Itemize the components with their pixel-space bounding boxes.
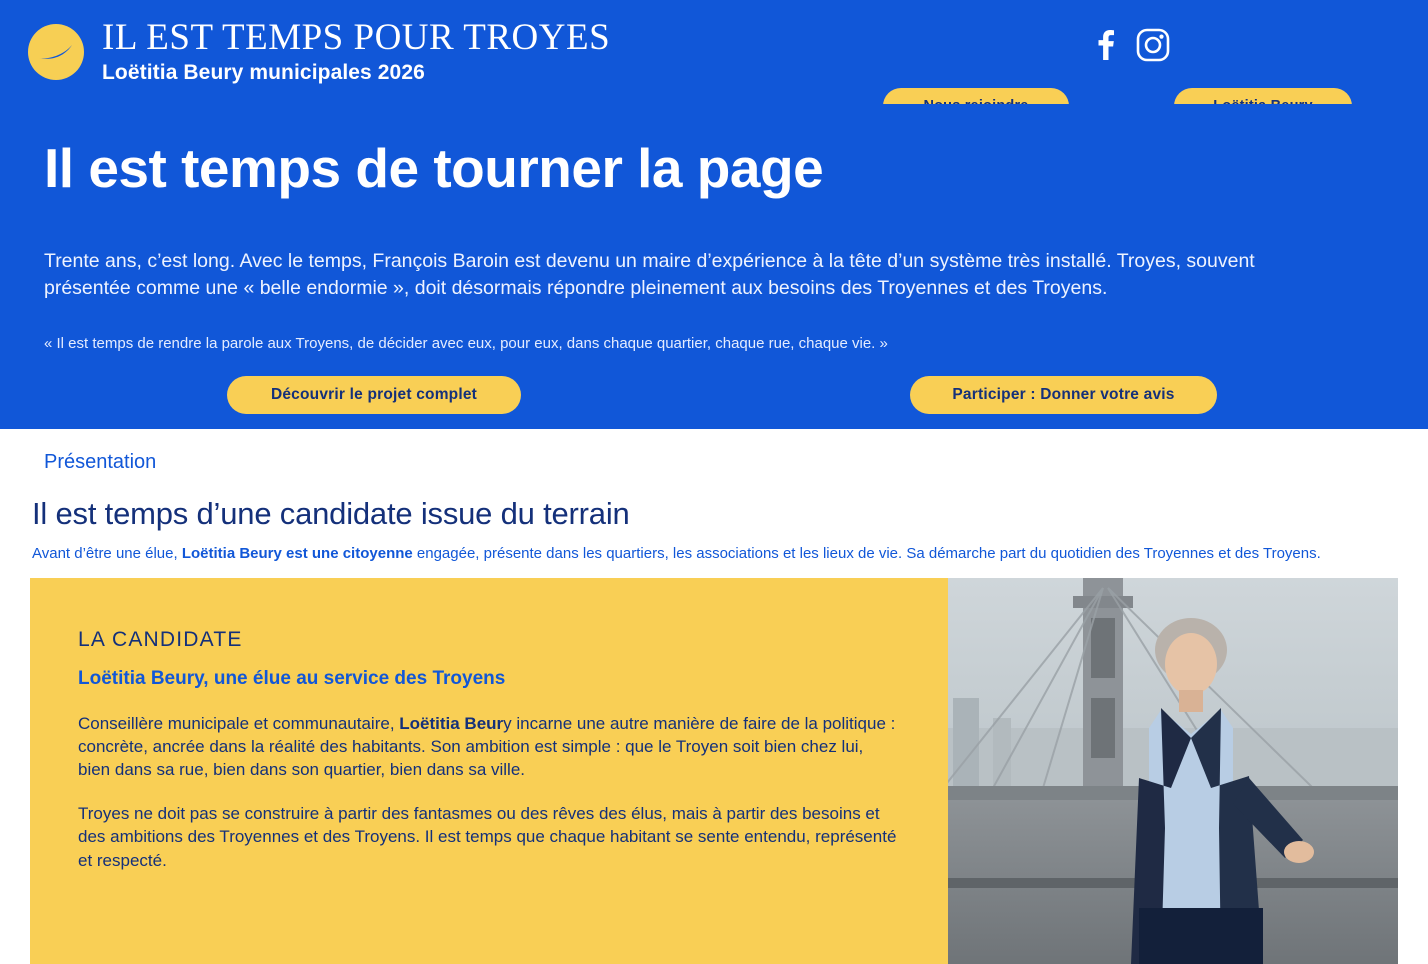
presentation-eyebrow: Présentation: [44, 451, 157, 473]
hero-title: Il est temps de tourner la page: [44, 137, 824, 199]
instagram-glyph-icon: [1136, 28, 1170, 62]
hero-quote: « Il est temps de rendre la parole aux Troyens, de décider avec eux, pour eux, dans chaque quartier, chaque rue, chaque vie. »: [44, 335, 888, 353]
participer-avis-button[interactable]: Participer : Donner votre avis: [910, 376, 1217, 414]
candidate-photo: [948, 578, 1398, 964]
site-title: IL EST TEMPS POUR TROYES: [102, 16, 611, 58]
presentation-intro-bold: Loëtitia Beury est une citoyenne: [181, 545, 413, 562]
candidate-para1-part2: y incarne une autre manière de faire de la politique : concrète, ancrée dans la réalité des habitants. Son ambition est simple : que le Troyen soit bien chez lui, bien dans sa rue, bien dans son quartier, bien dans sa ville.: [78, 713, 896, 780]
candidate-para1-part1: Conseillère municipale et communautaire,: [78, 713, 400, 733]
presentation-intro-part2: engagée, présente dans les quartiers, les associations et les lieux de vie. Sa démarche part du quotidien des Troyennes et des Troyens.: [412, 545, 1321, 562]
presentation-title: Il est temps d’une candidate issue du terrain: [32, 496, 630, 531]
facebook-glyph-icon: [1092, 29, 1118, 61]
candidate-paragraph-2: Troyes ne doit pas se construire à partir des fantasmes ou des rêves des élus, mais à partir des besoins et des ambitions des Troyennes et des Troyens. Il est temps que chaque habitant se sente entendu, représenté et respecté.: [78, 803, 897, 870]
site-subtitle: Loëtitia Beury municipales 2026: [102, 61, 425, 85]
hero-section: [0, 104, 1428, 429]
candidate-para1-bold: Loëtitia Beur: [399, 713, 504, 733]
decouvrir-projet-button[interactable]: Découvrir le projet complet: [227, 376, 521, 414]
hero-lead-paragraph: Trente ans, c’est long. Avec le temps, François Baroin est devenu un maire d’expérience à la tête d’un système très installé. Troyes, souvent présentée comme une « belle endormie », doit désormais répondre pleinement aux besoins des Troyennes et des Troyens.: [44, 249, 1255, 300]
social-links: [1092, 28, 1170, 62]
candidate-label: LA CANDIDATE: [78, 627, 243, 651]
swoosh-logo-icon: [28, 24, 84, 80]
facebook-icon[interactable]: [1092, 29, 1118, 61]
candidate-name-line: Loëtitia Beury, une élue au service des Troyens: [78, 667, 506, 689]
candidate-text-block: [30, 578, 948, 964]
candidate-paragraph-1: [78, 712, 900, 782]
presentation-section: [0, 429, 1428, 564]
instagram-icon[interactable]: [1136, 28, 1170, 62]
candidate-card: [30, 578, 1398, 964]
presentation-intro: [32, 544, 1394, 564]
brand-block[interactable]: [28, 16, 611, 86]
swoosh-shape-icon: [38, 44, 74, 62]
presentation-intro-part1: Avant d’être une élue,: [32, 545, 182, 562]
candidate-photo-illustration: [948, 578, 1398, 964]
site-header: [0, 0, 1428, 104]
hero-button-row: [44, 376, 1384, 416]
